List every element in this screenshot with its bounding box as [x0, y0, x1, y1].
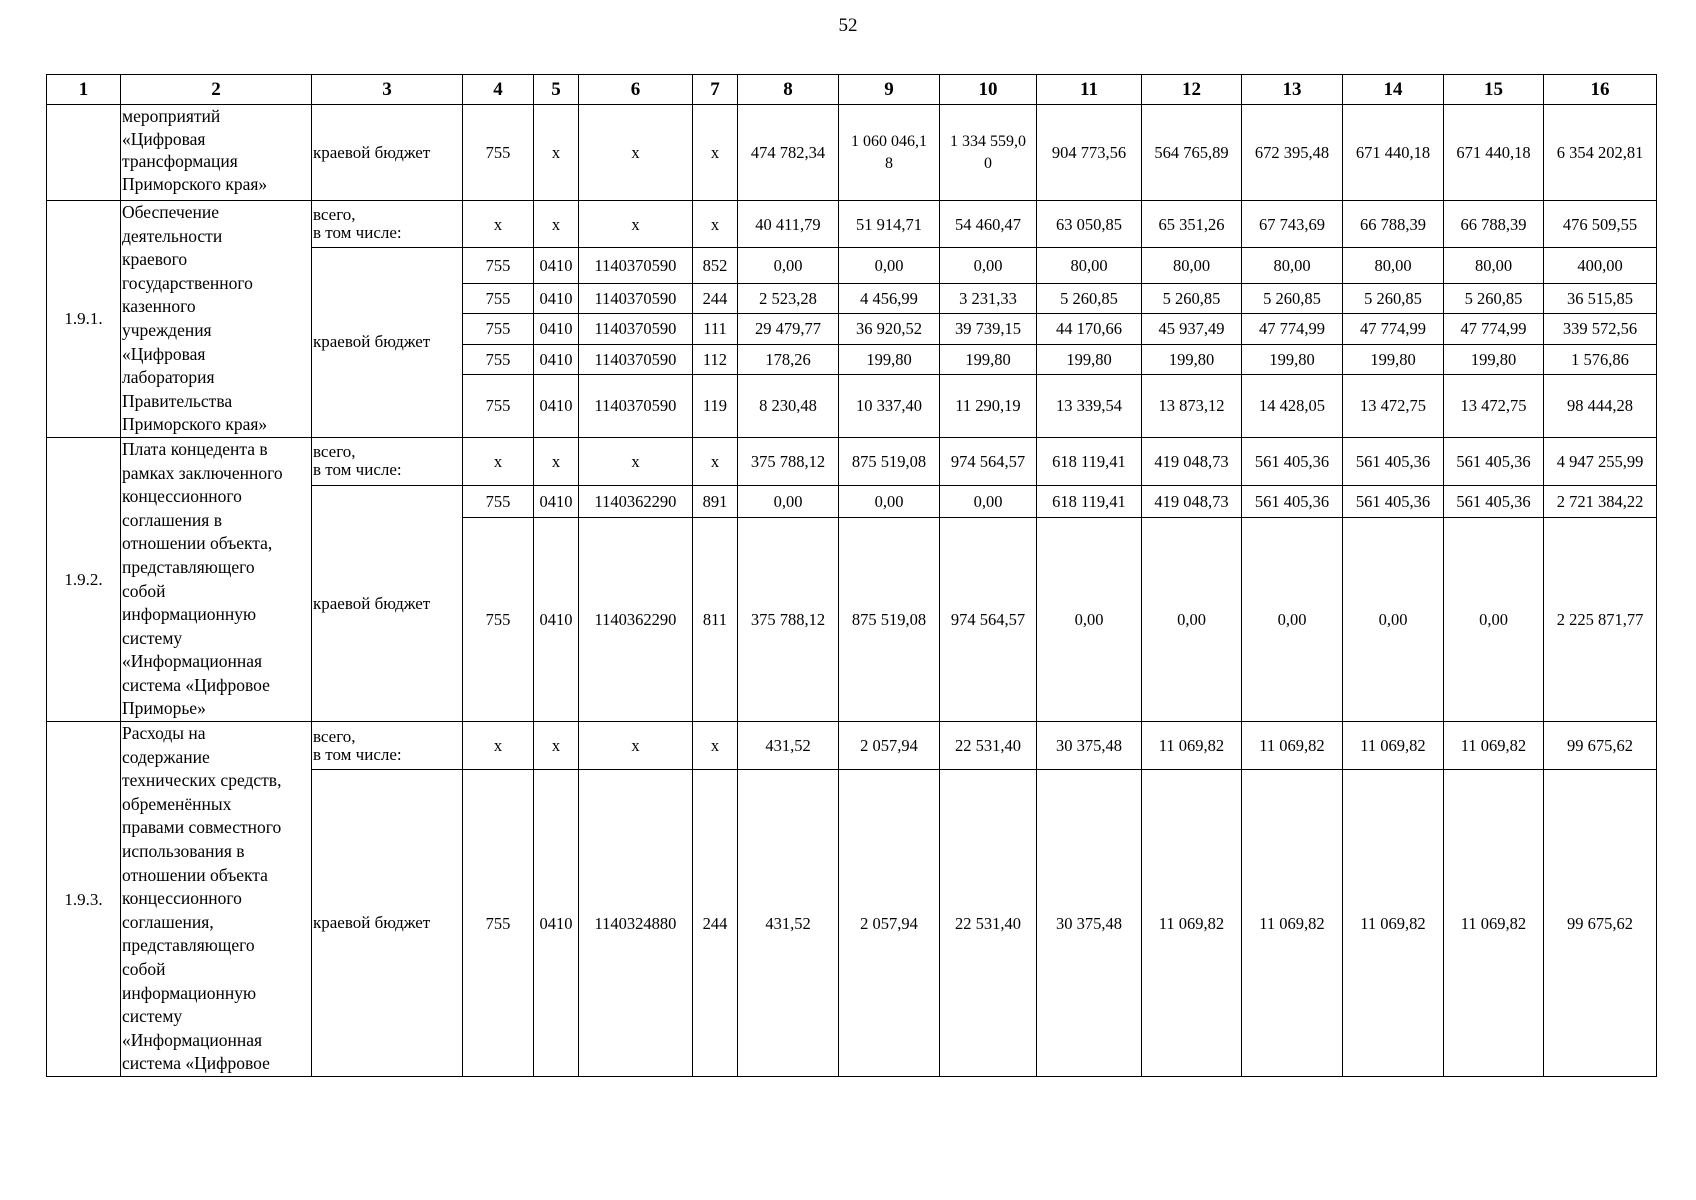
funding-source: краевой бюджет — [312, 248, 463, 438]
cell-amount: 2 057,94 — [839, 722, 940, 770]
cell-amount: 6 354 202,81 — [1544, 105, 1657, 201]
cell-target-article: x — [579, 105, 693, 201]
column-header: 12 — [1142, 75, 1242, 105]
cell-expense-type: 244 — [693, 770, 738, 1077]
cell-section: 0410 — [534, 344, 579, 374]
cell-amount: 561 405,36 — [1444, 485, 1544, 517]
cell-amount: 8 230,48 — [738, 374, 839, 437]
cell-amount: 1 576,86 — [1544, 344, 1657, 374]
measure-description: мероприятий «Цифровая трансформация Приморского края» — [121, 105, 312, 201]
cell-amount: 2 057,94 — [839, 770, 940, 1077]
cell-amount: 0,00 — [940, 485, 1037, 517]
cell-amount: 2 225 871,77 — [1544, 518, 1657, 722]
column-header: 15 — [1444, 75, 1544, 105]
cell-amount: 199,80 — [1142, 344, 1242, 374]
cell-amount: 22 531,40 — [940, 722, 1037, 770]
cell-amount: 431,52 — [738, 722, 839, 770]
cell-amount: 178,26 — [738, 344, 839, 374]
cell-section: 0410 — [534, 485, 579, 517]
cell-amount: 51 914,71 — [839, 201, 940, 248]
cell-amount: 974 564,57 — [940, 518, 1037, 722]
cell-grbs: 755 — [463, 313, 534, 344]
cell-amount: 904 773,56 — [1037, 105, 1142, 201]
cell-amount: 0,00 — [1343, 518, 1444, 722]
cell-expense-type: x — [693, 201, 738, 248]
cell-amount: 80,00 — [1037, 248, 1142, 284]
cell-section: x — [534, 437, 579, 485]
column-header: 1 — [47, 75, 121, 105]
page-number: 52 — [838, 15, 858, 36]
cell-amount: 1 060 046,1 8 — [839, 105, 940, 201]
cell-target-article: 1140362290 — [579, 518, 693, 722]
cell-amount: 39 739,15 — [940, 313, 1037, 344]
cell-amount: 63 050,85 — [1037, 201, 1142, 248]
cell-amount: 561 405,36 — [1343, 437, 1444, 485]
cell-amount: 80,00 — [1142, 248, 1242, 284]
measure-description: Расходы на содержание технических средств, обременённых правами совместного использования в отношении объекта концессионного соглашения, представляющего собой информационную систему «Информационная система «Цифровое — [121, 722, 312, 1077]
cell-amount: 561 405,36 — [1242, 437, 1343, 485]
cell-amount: 564 765,89 — [1142, 105, 1242, 201]
cell-amount: 199,80 — [1242, 344, 1343, 374]
cell-amount: 5 260,85 — [1343, 283, 1444, 313]
cell-amount: 561 405,36 — [1444, 437, 1544, 485]
cell-amount: 11 069,82 — [1142, 770, 1242, 1077]
cell-amount: 3 231,33 — [940, 283, 1037, 313]
cell-amount: 14 428,05 — [1242, 374, 1343, 437]
column-header: 10 — [940, 75, 1037, 105]
funding-source: краевой бюджет — [312, 485, 463, 721]
cell-amount: 375 788,12 — [738, 518, 839, 722]
cell-amount: 0,00 — [1142, 518, 1242, 722]
table-row — [47, 722, 1657, 770]
cell-target-article: 1140370590 — [579, 374, 693, 437]
cell-target-article: 1140370590 — [579, 248, 693, 284]
cell-amount: 0,00 — [1444, 518, 1544, 722]
cell-amount: 36 920,52 — [839, 313, 940, 344]
cell-section: 0410 — [534, 313, 579, 344]
cell-amount: 11 069,82 — [1142, 722, 1242, 770]
funding-total-label: всего, в том числе: — [312, 437, 463, 485]
cell-amount: 11 069,82 — [1242, 722, 1343, 770]
cell-amount: 199,80 — [839, 344, 940, 374]
cell-expense-type: 244 — [693, 283, 738, 313]
cell-expense-type: x — [693, 105, 738, 201]
row-number: 1.9.3. — [47, 722, 121, 1077]
cell-amount: 47 774,99 — [1444, 313, 1544, 344]
column-header: 11 — [1037, 75, 1142, 105]
cell-section: 0410 — [534, 518, 579, 722]
column-header: 9 — [839, 75, 940, 105]
cell-amount: 5 260,85 — [1142, 283, 1242, 313]
cell-grbs: 755 — [463, 770, 534, 1077]
cell-amount: 199,80 — [1343, 344, 1444, 374]
column-header: 6 — [579, 75, 693, 105]
cell-section: 0410 — [534, 248, 579, 284]
cell-amount: 11 069,82 — [1444, 770, 1544, 1077]
cell-amount: 0,00 — [738, 248, 839, 284]
cell-expense-type: x — [693, 437, 738, 485]
cell-amount: 47 774,99 — [1343, 313, 1444, 344]
cell-expense-type: 852 — [693, 248, 738, 284]
cell-amount: 375 788,12 — [738, 437, 839, 485]
row-number: 1.9.1. — [47, 201, 121, 438]
column-header-row — [47, 75, 1657, 105]
cell-amount: 199,80 — [940, 344, 1037, 374]
column-header: 13 — [1242, 75, 1343, 105]
cell-amount: 11 069,82 — [1242, 770, 1343, 1077]
cell-amount: 40 411,79 — [738, 201, 839, 248]
cell-grbs: 755 — [463, 344, 534, 374]
cell-amount: 99 675,62 — [1544, 722, 1657, 770]
cell-amount: 0,00 — [1242, 518, 1343, 722]
cell-amount: 99 675,62 — [1544, 770, 1657, 1077]
cell-amount: 67 743,69 — [1242, 201, 1343, 248]
cell-amount: 0,00 — [1037, 518, 1142, 722]
cell-amount: 419 048,73 — [1142, 437, 1242, 485]
cell-amount: 29 479,77 — [738, 313, 839, 344]
cell-target-article: 1140362290 — [579, 485, 693, 517]
cell-amount: 66 788,39 — [1444, 201, 1544, 248]
cell-section: x — [534, 201, 579, 248]
cell-amount: 2 523,28 — [738, 283, 839, 313]
cell-grbs: 755 — [463, 105, 534, 201]
cell-amount: 671 440,18 — [1444, 105, 1544, 201]
cell-grbs: x — [463, 437, 534, 485]
column-header: 2 — [121, 75, 312, 105]
cell-amount: 0,00 — [839, 485, 940, 517]
funding-source: краевой бюджет — [312, 105, 463, 201]
cell-target-article: x — [579, 201, 693, 248]
cell-amount: 10 337,40 — [839, 374, 940, 437]
cell-target-article: x — [579, 722, 693, 770]
funding-total-label: всего, в том числе: — [312, 201, 463, 248]
cell-amount: 11 069,82 — [1343, 722, 1444, 770]
cell-amount: 22 531,40 — [940, 770, 1037, 1077]
cell-amount: 98 444,28 — [1544, 374, 1657, 437]
cell-amount: 671 440,18 — [1343, 105, 1444, 201]
cell-expense-type: 811 — [693, 518, 738, 722]
cell-amount: 5 260,85 — [1037, 283, 1142, 313]
cell-amount: 13 339,54 — [1037, 374, 1142, 437]
cell-amount: 431,52 — [738, 770, 839, 1077]
funding-total-label: всего, в том числе: — [312, 722, 463, 770]
column-header: 4 — [463, 75, 534, 105]
cell-amount: 11 290,19 — [940, 374, 1037, 437]
cell-amount: 47 774,99 — [1242, 313, 1343, 344]
cell-expense-type: x — [693, 722, 738, 770]
cell-amount: 80,00 — [1444, 248, 1544, 284]
measure-description: Плата концедента в рамках заключенного концессионного соглашения в отношении объекта, представляющего собой информационную систему «Информационная система «Цифровое Приморье» — [121, 437, 312, 721]
cell-amount: 80,00 — [1343, 248, 1444, 284]
cell-amount: 476 509,55 — [1544, 201, 1657, 248]
funding-source: краевой бюджет — [312, 770, 463, 1077]
cell-target-article: 1140370590 — [579, 283, 693, 313]
row-number — [47, 105, 121, 201]
table-row — [47, 105, 1657, 201]
cell-amount: 0,00 — [940, 248, 1037, 284]
cell-section: 0410 — [534, 770, 579, 1077]
cell-expense-type: 111 — [693, 313, 738, 344]
cell-amount: 2 721 384,22 — [1544, 485, 1657, 517]
cell-expense-type: 112 — [693, 344, 738, 374]
cell-amount: 561 405,36 — [1343, 485, 1444, 517]
measure-description: Обеспечение деятельности краевого государственного казенного учреждения «Цифровая лаборатория Правительства Приморского края» — [121, 201, 312, 438]
cell-amount: 5 260,85 — [1242, 283, 1343, 313]
cell-amount: 11 069,82 — [1343, 770, 1444, 1077]
cell-grbs: 755 — [463, 518, 534, 722]
cell-amount: 80,00 — [1242, 248, 1343, 284]
column-header: 3 — [312, 75, 463, 105]
cell-target-article: 1140370590 — [579, 313, 693, 344]
cell-amount: 400,00 — [1544, 248, 1657, 284]
table-row — [47, 201, 1657, 248]
cell-amount: 1 334 559,0 0 — [940, 105, 1037, 201]
cell-amount: 36 515,85 — [1544, 283, 1657, 313]
cell-amount: 4 456,99 — [839, 283, 940, 313]
cell-amount: 45 937,49 — [1142, 313, 1242, 344]
column-header: 5 — [534, 75, 579, 105]
cell-section: x — [534, 722, 579, 770]
cell-grbs: 755 — [463, 485, 534, 517]
cell-amount: 0,00 — [839, 248, 940, 284]
cell-amount: 13 472,75 — [1444, 374, 1544, 437]
column-header: 14 — [1343, 75, 1444, 105]
cell-expense-type: 891 — [693, 485, 738, 517]
cell-section: 0410 — [534, 283, 579, 313]
cell-amount: 30 375,48 — [1037, 722, 1142, 770]
cell-amount: 0,00 — [738, 485, 839, 517]
cell-amount: 199,80 — [1037, 344, 1142, 374]
cell-amount: 4 947 255,99 — [1544, 437, 1657, 485]
cell-amount: 13 472,75 — [1343, 374, 1444, 437]
cell-amount: 13 873,12 — [1142, 374, 1242, 437]
cell-grbs: 755 — [463, 374, 534, 437]
cell-amount: 974 564,57 — [940, 437, 1037, 485]
cell-amount: 474 782,34 — [738, 105, 839, 201]
cell-amount: 672 395,48 — [1242, 105, 1343, 201]
cell-grbs: x — [463, 201, 534, 248]
cell-target-article: 1140324880 — [579, 770, 693, 1077]
cell-amount: 561 405,36 — [1242, 485, 1343, 517]
cell-amount: 875 519,08 — [839, 437, 940, 485]
cell-amount: 199,80 — [1444, 344, 1544, 374]
column-header: 7 — [693, 75, 738, 105]
column-header: 16 — [1544, 75, 1657, 105]
cell-grbs: 755 — [463, 283, 534, 313]
cell-section: 0410 — [534, 374, 579, 437]
cell-amount: 66 788,39 — [1343, 201, 1444, 248]
cell-amount: 618 119,41 — [1037, 437, 1142, 485]
cell-amount: 618 119,41 — [1037, 485, 1142, 517]
table-row — [47, 437, 1657, 485]
cell-section: x — [534, 105, 579, 201]
cell-amount: 44 170,66 — [1037, 313, 1142, 344]
column-header: 8 — [738, 75, 839, 105]
cell-target-article: 1140370590 — [579, 344, 693, 374]
cell-amount: 419 048,73 — [1142, 485, 1242, 517]
cell-grbs: 755 — [463, 248, 534, 284]
cell-grbs: x — [463, 722, 534, 770]
budget-table — [46, 74, 1657, 1077]
cell-expense-type: 119 — [693, 374, 738, 437]
cell-amount: 30 375,48 — [1037, 770, 1142, 1077]
cell-amount: 54 460,47 — [940, 201, 1037, 248]
cell-amount: 65 351,26 — [1142, 201, 1242, 248]
cell-amount: 875 519,08 — [839, 518, 940, 722]
row-number: 1.9.2. — [47, 437, 121, 721]
cell-amount: 339 572,56 — [1544, 313, 1657, 344]
cell-target-article: x — [579, 437, 693, 485]
cell-amount: 5 260,85 — [1444, 283, 1544, 313]
cell-amount: 11 069,82 — [1444, 722, 1544, 770]
